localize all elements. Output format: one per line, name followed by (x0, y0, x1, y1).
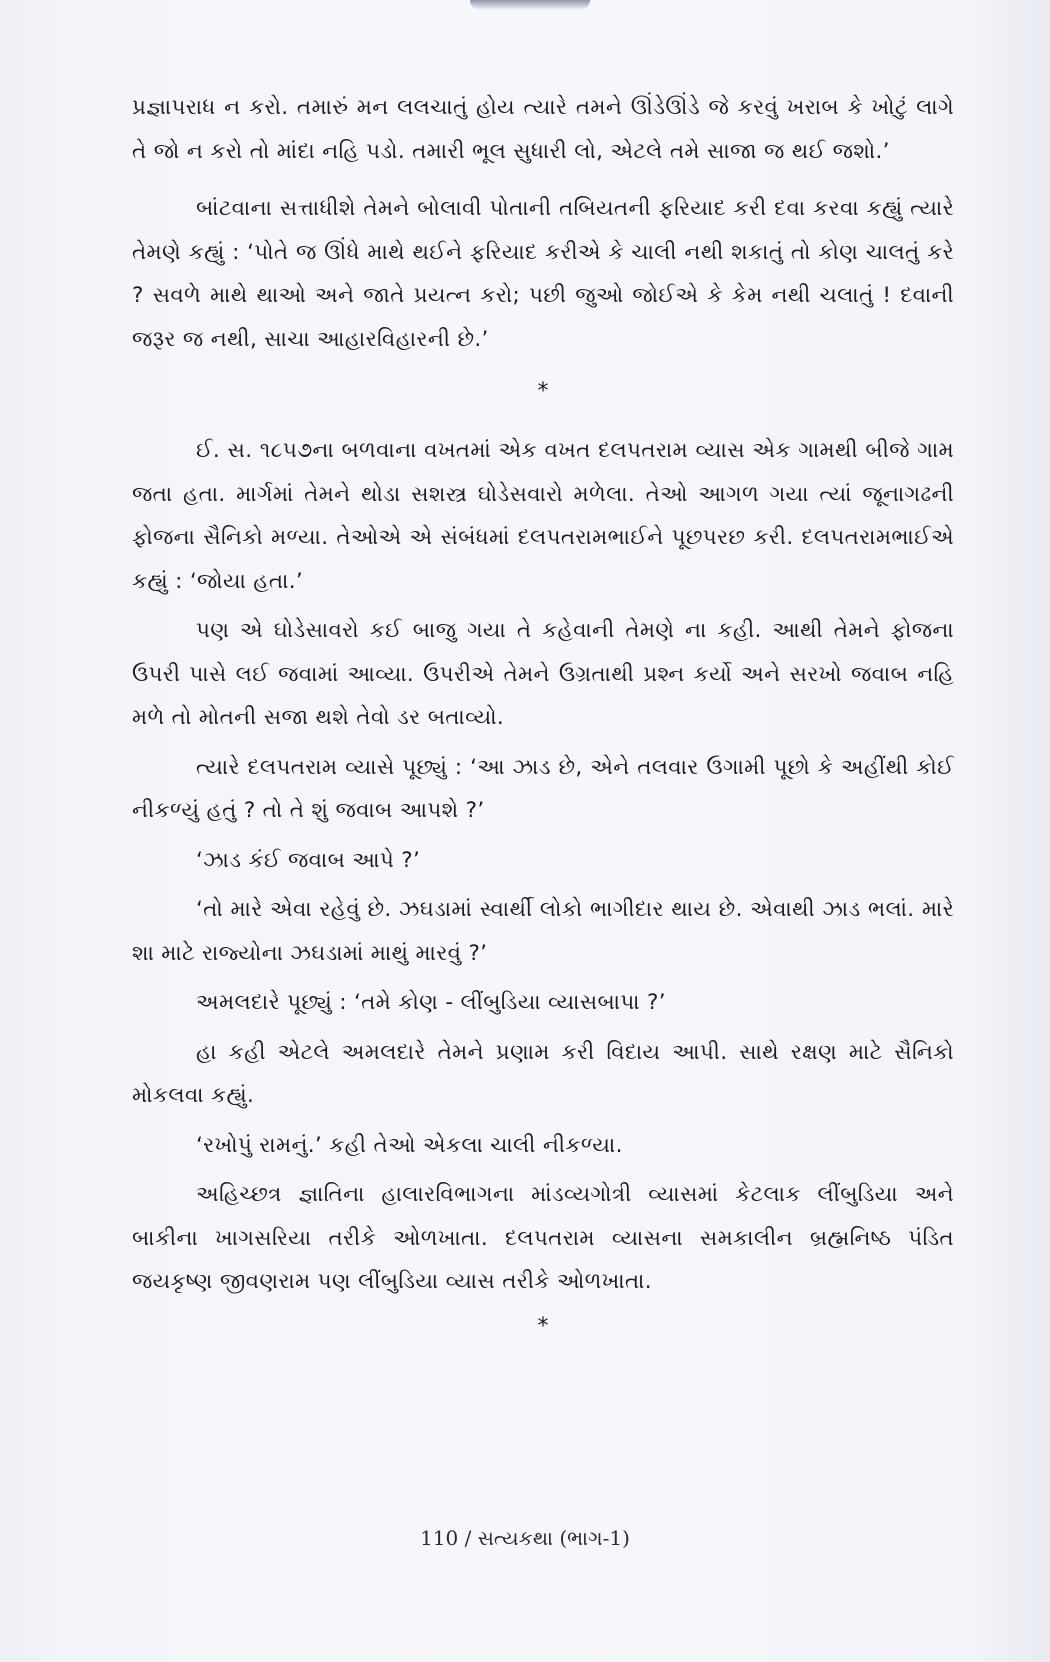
paragraph-10: ‘રખોપું રામનું.’ કહી તેઓ એકલા ચાલી નીકળ્યા. (196, 1132, 623, 1158)
paragraph-8: અમલદારે પૂછ્યું : ‘તમે કોણ - લીંબુડિયા વ્યાસબાપા ?’ (196, 990, 666, 1015)
paragraph-1: પ્રજ્ઞાપરાધ ન કરો. તમારું મન લલચાતું હોય ત્યારે તમને ઊંડેઊંડે જે કરવું ખરાબ કે ખોટું લાગે તે જો ન કરો તો માંદા નહિ પડો. તમારી ભૂલ સુધારી લો, એટલે તમે સાજા જ થઈ જશો.’ (132, 95, 954, 164)
page-body (132, 86, 954, 1342)
section-separator-bottom: * (537, 1313, 549, 1339)
paragraph-9: હા કહી એટલે અમલદારે તેમને પ્રણામ કરી વિદાય આપી. સાથે રક્ષણ માટે સૈનિકો મોકલવા કહ્યું. (132, 1039, 954, 1108)
paragraph-3: ઈ. સ. ૧૮૫૭ના બળવાના વખતમાં એક વખત દલપતરામ વ્યાસ એક ગામથી બીજે ગામ જતા હતા. માર્ગમાં તેમને થોડા સશસ્ત્ર ઘોડેસવારો મળેલા. તેઓ આગળ ગયા ત્યાં જૂનાગઢની ફોજના સૈનિકો મળ્યા. તેઓએ એ સંબંધમાં દલપતરામભાઈને પૂછપરછ કરી. દલપતરામભાઈએ કહ્યું : ‘જોયા હતા.’ (132, 438, 954, 594)
paragraph-2: બાંટવાના સત્તાધીશે તેમને બોલાવી પોતાની તબિયતની ફરિયાદ કરી દવા કરવા કહ્યું ત્યારે તેમણે કહ્યું : ‘પોતે જ ઊંધે માથે થઈને ફરિયાદ કરીએ કે ચાલી નથી શકાતું તો કોણ ચાલતું કરે ? સવળે માથે થાઓ અને જાતે પ્રયત્ન કરો; પછી જુઓ જોઈએ કે કેમ નથી ચલાતું ! દવાની જરૂર જ નથી, સાચા આહારવિહારની છે.’ (132, 196, 954, 352)
section-separator: * (537, 379, 549, 404)
paragraph-4: પણ એ ઘોડેસાવરો કઈ બાજુ ગયા તે કહેવાની તેમણે ના કહી. આથી તેમને ફોજના ઉપરી પાસે લઈ જવામાં આવ્યા. ઉપરીએ તેમને ઉગ્રતાથી પ્રશ્ન કર્યો અને સરખો જવાબ નહિ મળે તો મોતની સજા થશે તેવો ડર બતાવ્યો. (132, 618, 954, 730)
paragraph-6: ‘ઝાડ કંઈ જવાબ આપે ?’ (196, 847, 421, 873)
paragraph-7: ‘તો મારે એવા રહેવું છે. ઝઘડામાં સ્વાર્થી લોકો ભાગીદાર થાય છે. એવાથી ઝાડ ભલાં. મારે શા માટે રાજ્યોના ઝઘડામાં માથું મારવું ?’ (132, 897, 954, 966)
paragraph-5: ત્યારે દલપતરામ વ્યાસે પૂછ્યું : ‘આ ઝાડ છે, એને તલવાર ઉગામી પૂછો કે અહીંથી કોઈ નીકળ્યું હતું ? તો તે શું જવાબ આપશે ?’ (132, 754, 954, 823)
paragraph-11: અહિચ્છત્ર જ્ઞાતિના હાલારવિભાગના માંડવ્યગોત્રી વ્યાસમાં કેટલાક લીંબુડિયા અને બાકીના ખાગસરિયા તરીકે ઓળખાતા. દલપતરામ વ્યાસના સમકાલીન બ્રહ્મનિષ્ઠ પંડિત જયકૃષ્ણ જીવણરામ પણ લીંબુડિયા વ્યાસ તરીકે ઓળખાતા. (132, 1182, 954, 1294)
scan-smudge (470, 0, 590, 10)
page-footer: 110 / સત્યકથા (ભાગ-1) (420, 1526, 630, 1550)
